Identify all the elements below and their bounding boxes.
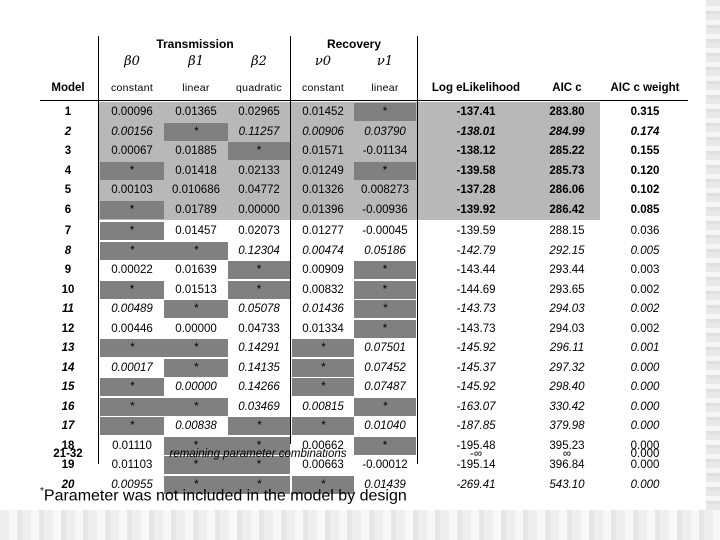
model-id: 3 [64, 145, 72, 157]
parameter-value: 0.07452 [364, 361, 406, 374]
parameter-value: 0.12304 [238, 244, 280, 257]
parameter-value: * [256, 145, 262, 157]
parameter-value: 0.05186 [364, 244, 406, 257]
parameter-value: * [129, 164, 135, 177]
parameter-value: * [193, 244, 199, 257]
model-id: 17 [61, 420, 75, 432]
parameter-value: 0.01639 [175, 264, 217, 276]
parameter-value: 0.00103 [111, 184, 153, 196]
loglik-value: -139.59 [456, 225, 496, 237]
aicc-value: 292.15 [549, 244, 585, 257]
parameter-value: * [382, 303, 388, 315]
aicc-weight-value: 0.002 [630, 303, 660, 315]
parameter-value: 0.01249 [302, 164, 344, 177]
parameter-value: 0.00906 [302, 125, 344, 138]
parameter-value: 0.01334 [302, 322, 344, 335]
table-row [0, 397, 720, 417]
aicc-value: 543.10 [549, 478, 585, 491]
parameter-value: * [193, 478, 199, 491]
parameter-value: 0.11257 [238, 125, 280, 138]
parameter-value: * [193, 125, 199, 138]
greek-nu0: ν0 [314, 54, 332, 69]
aicc-weight-value: 0.000 [630, 420, 660, 432]
parameter-value: * [129, 342, 135, 354]
aicc-value: 285.73 [549, 164, 585, 177]
aicc-weight-value: 0.000 [630, 381, 660, 393]
loglik-value: -145.92 [456, 381, 496, 393]
aicc-value: 294.03 [549, 303, 585, 315]
aicc-value: 294.03 [549, 322, 585, 335]
parameter-value: * [256, 420, 262, 432]
parameter-value: -0.01134 [362, 145, 408, 157]
loglik-value: -144.69 [456, 283, 496, 296]
aicc-value: 297.32 [549, 361, 585, 374]
aicc-weight-value: 0.000 [630, 361, 660, 374]
parameter-value: 0.008273 [361, 184, 409, 196]
parameter-value: 0.14291 [238, 342, 280, 354]
parameter-value: 0.00815 [302, 400, 344, 413]
table-row [0, 299, 720, 319]
recovery-header: Recovery [326, 37, 382, 51]
greek-beta2: β2 [251, 54, 267, 69]
parameter-value: 0.14266 [238, 381, 280, 393]
parameter-value: 0.00156 [111, 125, 153, 138]
aicc-weight-value: 0.315 [630, 106, 660, 118]
loglik-value: -145.92 [456, 342, 496, 354]
model-id: 13 [61, 342, 75, 354]
table-row [0, 221, 720, 241]
aicc-weight-value: 0.036 [630, 225, 660, 237]
parameter-value: 0.01326 [302, 184, 344, 196]
table-row [0, 280, 720, 300]
loglik-value: -138.12 [456, 145, 496, 157]
parameter-value: * [129, 400, 135, 413]
aicc-value: 330.42 [549, 400, 585, 413]
parameter-value: 0.07487 [364, 381, 406, 393]
aicc-value: 283.80 [549, 106, 585, 118]
parameter-value: 0.01439 [364, 478, 406, 491]
parameter-value: 0.05078 [238, 303, 280, 315]
model-id: 12 [61, 322, 75, 335]
aicc-value: 286.06 [549, 184, 585, 196]
parameter-value: * [193, 439, 199, 452]
footnote [40, 486, 407, 505]
model-header: Model [51, 82, 85, 94]
parameter-value: 0.14135 [238, 361, 280, 374]
loglik-value: -139.92 [456, 203, 496, 216]
table-row [0, 377, 720, 397]
aicc-remaining: ∞ [562, 448, 572, 460]
table-row [0, 200, 720, 220]
greek-beta0: β0 [124, 54, 140, 69]
aicc-weight-value: 0.001 [630, 342, 660, 354]
remaining-combinations-label: remaining parameter combinations [169, 448, 347, 460]
table-row [0, 338, 720, 358]
parameter-value: * [256, 478, 262, 491]
loglik-value: -195.48 [456, 439, 496, 452]
model-id: 15 [61, 381, 75, 393]
parameter-value: 0.01277 [302, 225, 344, 237]
aicc-weight-value: 0.155 [630, 145, 660, 157]
aicc-weight-value: 0.003 [630, 264, 660, 276]
aicc-value: 395.23 [549, 439, 585, 452]
model-id: 18 [61, 439, 75, 452]
aicc-value: 284.99 [549, 125, 585, 138]
loglik-value: -187.85 [456, 420, 496, 432]
table-row [0, 319, 720, 339]
table-row [0, 358, 720, 378]
parameter-value: 0.01110 [112, 439, 152, 452]
loglik-value: -269.41 [456, 478, 496, 491]
parameter-value: * [320, 420, 326, 432]
parameter-value: * [193, 303, 199, 315]
aicc-header: AIC c [552, 82, 582, 94]
parameter-value: -0.00045 [362, 225, 408, 237]
parameter-value: * [193, 361, 199, 374]
model-id: 14 [61, 361, 75, 374]
loglik-value: -137.41 [456, 106, 496, 118]
parameter-value: * [129, 203, 135, 216]
parameter-value: 0.00474 [302, 244, 344, 257]
aicc-value: 286.42 [549, 203, 585, 216]
divider-mid [290, 36, 291, 444]
loglik-value: -139.58 [456, 164, 496, 177]
table-row [0, 161, 720, 181]
model-id: 8 [64, 244, 72, 257]
parameter-value: 0.00446 [111, 322, 153, 335]
loglik-value: -137.28 [456, 184, 496, 196]
parameter-value: * [382, 439, 388, 452]
model-id: 6 [64, 203, 72, 216]
parameter-value: 0.00909 [302, 264, 344, 276]
aicc-weight-value: 0.000 [630, 400, 660, 413]
parameter-value: 0.01885 [175, 145, 217, 157]
parameter-value: 0.04772 [238, 184, 280, 196]
parameter-value: * [382, 400, 388, 413]
parameter-value: 0.00017 [111, 361, 153, 374]
parameter-value: 0.00838 [175, 420, 217, 432]
parameter-value: * [129, 244, 135, 257]
model-id: 4 [64, 164, 72, 177]
footnote-mark: * [40, 486, 44, 497]
parameter-value: 0.02133 [238, 164, 280, 177]
table-row [0, 260, 720, 280]
model-id-remaining: 21-32 [53, 448, 83, 460]
parameter-value: 0.00067 [111, 145, 153, 157]
table-row [0, 180, 720, 200]
aicc-value: 379.98 [549, 420, 585, 432]
parameter-value: * [320, 342, 326, 354]
aicc-value: 293.44 [549, 264, 585, 276]
model-id: 19 [61, 459, 75, 471]
aicc-weight-value: 0.085 [630, 203, 660, 216]
parameter-value: * [129, 225, 135, 237]
parameter-value: * [382, 106, 388, 118]
parameter-value: * [193, 459, 199, 471]
model-id: 10 [61, 283, 75, 296]
aicc-value: 298.40 [549, 381, 585, 393]
model-id: 1 [64, 106, 72, 118]
parameter-value: 0.01452 [302, 106, 344, 118]
parameter-value: 0.00663 [302, 459, 344, 471]
parameter-value: * [129, 283, 135, 296]
parameter-value: 0.00000 [175, 381, 217, 393]
aicc-weight-value: 0.002 [630, 283, 660, 296]
parameter-value: 0.02073 [238, 225, 280, 237]
decorative-edge-bottom [0, 510, 720, 540]
parameter-value: 0.07501 [364, 342, 406, 354]
parameter-value: 0.00662 [302, 439, 344, 452]
parameter-value: 0.01513 [175, 283, 217, 296]
model-id: 5 [64, 184, 72, 196]
parameter-value: 0.01436 [302, 303, 344, 315]
parameter-value: * [256, 264, 262, 276]
parameter-value: 0.01789 [175, 203, 217, 216]
parameter-value: 0.02965 [238, 106, 280, 118]
parameter-value: -0.00012 [362, 459, 408, 471]
parameter-value: * [256, 439, 262, 452]
aicc-value: 396.84 [549, 459, 585, 471]
aicc-value: 288.15 [549, 225, 585, 237]
aicc-weight-value: 0.000 [630, 439, 660, 452]
parameter-value: * [320, 381, 326, 393]
aicc-weight-value: 0.002 [630, 322, 660, 335]
loglik-remaining: -∞ [469, 448, 483, 460]
model-id: 16 [61, 400, 75, 413]
aicc-weight-value: 0.000 [630, 459, 660, 471]
parameter-value: 0.03790 [364, 125, 406, 138]
transmission-header: Transmission [156, 37, 234, 51]
parameter-value: * [320, 478, 326, 491]
model-id: 2 [64, 125, 72, 138]
parameter-value: 0.00489 [111, 303, 153, 315]
loglik-header: Log eLikelihood [431, 82, 521, 94]
form-constant-b0: constant [110, 82, 154, 94]
parameter-value: 0.01418 [175, 164, 217, 177]
parameter-value: 0.00022 [111, 264, 153, 276]
table-row [0, 122, 720, 142]
parameter-value: * [320, 361, 326, 374]
aicc-weight-value: 0.174 [630, 125, 660, 138]
parameter-value: -0.00936 [362, 203, 408, 216]
greek-nu1: ν1 [376, 54, 394, 69]
loglik-value: -138.01 [456, 125, 496, 138]
aicc-weight-value: 0.005 [630, 244, 660, 257]
parameter-value: 0.00000 [175, 322, 217, 335]
parameter-value: * [256, 459, 262, 471]
loglik-value: -163.07 [456, 400, 496, 413]
parameter-value: 0.00000 [238, 203, 280, 216]
loglik-value: -195.14 [456, 459, 496, 471]
footnote-text: Parameter was not included in the model by design [43, 487, 407, 505]
loglik-value: -143.73 [456, 303, 496, 315]
aicc-weight-value: 0.102 [630, 184, 660, 196]
parameter-value: * [382, 322, 388, 335]
loglik-value: -143.44 [456, 264, 496, 276]
header-rule [40, 100, 688, 101]
form-linear-v1: linear [371, 82, 399, 94]
parameter-value: 0.00096 [111, 106, 153, 118]
loglik-value: -143.73 [456, 322, 496, 335]
aicc-value: 285.22 [549, 145, 585, 157]
parameter-value: * [193, 342, 199, 354]
form-quadratic-b2: quadratic [236, 82, 282, 94]
parameter-value: 0.04733 [238, 322, 280, 335]
parameter-value: 0.00832 [302, 283, 344, 296]
form-linear-b1: linear [182, 82, 210, 94]
model-id: 20 [61, 478, 75, 491]
parameter-value: * [382, 264, 388, 276]
parameter-value: * [256, 283, 262, 296]
parameter-value: 0.01457 [175, 225, 217, 237]
greek-beta1: β1 [188, 54, 204, 69]
parameter-value: 0.00955 [111, 478, 153, 491]
aicc-weight-value: 0.120 [630, 164, 660, 177]
parameter-value: 0.01040 [364, 420, 406, 432]
table-row [0, 141, 720, 161]
table-row [0, 241, 720, 261]
model-id: 9 [64, 264, 72, 276]
aicc-weight-header: AIC c weight [610, 82, 680, 94]
model-id: 7 [64, 225, 72, 237]
model-id: 11 [62, 303, 74, 315]
table-row [0, 102, 720, 122]
weight-remaining: 0.000 [630, 448, 660, 460]
table-row [0, 416, 720, 436]
parameter-value: * [382, 283, 388, 296]
parameter-value: * [129, 420, 135, 432]
parameter-value: 0.03469 [238, 400, 280, 413]
parameter-value: 0.01103 [111, 459, 153, 471]
loglik-value: -145.37 [456, 361, 496, 374]
loglik-value: -142.79 [456, 244, 496, 257]
parameter-value: * [129, 381, 135, 393]
aicc-value: 293.65 [549, 283, 585, 296]
aicc-weight-value: 0.000 [630, 478, 660, 491]
aicc-value: 296.11 [549, 342, 585, 354]
parameter-value: 0.01571 [302, 145, 344, 157]
parameter-value: * [193, 400, 199, 413]
form-constant-v0: constant [301, 82, 345, 94]
parameter-value: * [382, 164, 388, 177]
parameter-value: 0.01365 [175, 106, 217, 118]
parameter-value: 0.010686 [172, 184, 220, 196]
parameter-value: 0.01396 [302, 203, 344, 216]
